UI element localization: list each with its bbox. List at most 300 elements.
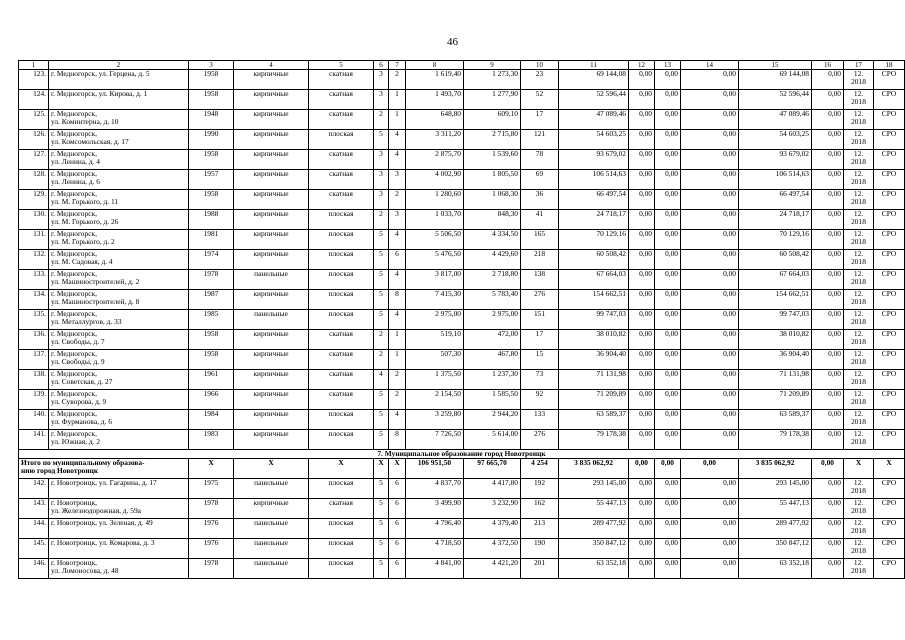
- table-cell: скатная: [309, 110, 374, 130]
- table-cell: г. Медногорск, ул. Кирова, д. 1: [49, 90, 189, 110]
- table-cell: 0,00: [812, 110, 844, 130]
- table-row: [19, 230, 905, 250]
- table-cell: скатная: [309, 350, 374, 370]
- table-cell: 3: [374, 170, 389, 190]
- table-cell: 0,00: [681, 330, 739, 350]
- table-cell: 52: [521, 90, 559, 110]
- table-cell: 0,00: [655, 430, 681, 450]
- table-cell: 0,00: [812, 70, 844, 90]
- column-number: 4: [234, 61, 309, 70]
- table-cell: 7 415,30: [406, 290, 464, 310]
- table-cell: 143.: [19, 499, 49, 519]
- table-cell: плоская: [309, 539, 374, 559]
- table-cell: 106 514,63: [739, 170, 812, 190]
- table-cell: 0,00: [629, 170, 655, 190]
- table-cell: 1958: [189, 90, 234, 110]
- table-cell: 71 131,98: [739, 370, 812, 390]
- table-cell: 0,00: [629, 430, 655, 450]
- table-cell: скатная: [309, 170, 374, 190]
- table-cell: 1958: [189, 190, 234, 210]
- table-cell: 0,00: [655, 210, 681, 230]
- table-cell: 0,00: [812, 479, 844, 499]
- table-cell: плоская: [309, 430, 374, 450]
- table-row: [19, 519, 905, 539]
- table-cell: 0,00: [655, 539, 681, 559]
- total-cell: 4 254: [521, 459, 559, 479]
- table-cell: 63 352,18: [559, 559, 629, 579]
- table-cell: 0,00: [629, 130, 655, 150]
- table-cell: 0,00: [681, 290, 739, 310]
- table-cell: 2: [374, 110, 389, 130]
- total-cell: 0,00: [681, 459, 739, 479]
- table-cell: плоская: [309, 519, 374, 539]
- table-cell: 129.: [19, 190, 49, 210]
- table-cell: 5: [374, 310, 389, 330]
- table-cell: 0,00: [629, 230, 655, 250]
- table-cell: 12. 2018: [844, 559, 874, 579]
- table-cell: 5: [374, 519, 389, 539]
- table-cell: 1958: [189, 70, 234, 90]
- table-cell: 60 508,42: [559, 250, 629, 270]
- table-cell: 0,00: [629, 559, 655, 579]
- table-cell: 5: [374, 130, 389, 150]
- table-cell: 5: [374, 250, 389, 270]
- column-number: 10: [521, 61, 559, 70]
- table-cell: 47 089,46: [559, 110, 629, 130]
- table-cell: 0,00: [629, 150, 655, 170]
- table-cell: СРО: [874, 250, 905, 270]
- table-cell: 0,00: [629, 410, 655, 430]
- table-cell: 93 679,02: [739, 150, 812, 170]
- table-cell: 5: [374, 559, 389, 579]
- table-cell: 145.: [19, 539, 49, 559]
- table-cell: 0,00: [655, 350, 681, 370]
- table-cell: 6: [389, 559, 406, 579]
- table-cell: 0,00: [629, 270, 655, 290]
- table-cell: 213: [521, 519, 559, 539]
- table-cell: плоская: [309, 290, 374, 310]
- total-cell: 0,00: [629, 459, 655, 479]
- table-cell: 12. 2018: [844, 270, 874, 290]
- table-cell: СРО: [874, 390, 905, 410]
- table-cell: 4: [389, 310, 406, 330]
- table-cell: 12. 2018: [844, 350, 874, 370]
- table-cell: 4 718,50: [406, 539, 464, 559]
- table-cell: 0,00: [812, 350, 844, 370]
- table-cell: г. Медногорск, ул. Комсомольская, д. 17: [49, 130, 189, 150]
- table-cell: 0,00: [812, 370, 844, 390]
- table-cell: скатная: [309, 150, 374, 170]
- table-cell: 8: [389, 430, 406, 450]
- table-cell: 12. 2018: [844, 499, 874, 519]
- table-cell: СРО: [874, 559, 905, 579]
- table-cell: 2: [374, 210, 389, 230]
- table-cell: 99 747,03: [739, 310, 812, 330]
- page-number: 46: [447, 36, 458, 48]
- table-cell: 92: [521, 390, 559, 410]
- table-cell: СРО: [874, 310, 905, 330]
- table-cell: г. Новотроицк, ул. Железнодорожная, д. 59а: [49, 499, 189, 519]
- table-cell: 218: [521, 250, 559, 270]
- table-cell: 2 944,20: [464, 410, 521, 430]
- table-cell: г. Медногорск, ул. Свободы, д. 7: [49, 330, 189, 350]
- table-cell: г. Новотроицк, ул. Гагарина, д. 17: [49, 479, 189, 499]
- table-cell: 55 447,13: [739, 499, 812, 519]
- table-cell: 0,00: [681, 270, 739, 290]
- table-cell: кирпичные: [234, 290, 309, 310]
- table-cell: г. Новотроицк, ул. Зеленая, д. 49: [49, 519, 189, 539]
- column-number: 2: [49, 61, 189, 70]
- table-cell: СРО: [874, 410, 905, 430]
- table-cell: кирпичные: [234, 499, 309, 519]
- table-cell: 121: [521, 130, 559, 150]
- table-cell: 133: [521, 410, 559, 430]
- table-cell: 1981: [189, 230, 234, 250]
- table-cell: скатная: [309, 330, 374, 350]
- table-cell: 1975: [189, 479, 234, 499]
- table-cell: 0,00: [681, 559, 739, 579]
- table-cell: 0,00: [629, 370, 655, 390]
- table-cell: СРО: [874, 230, 905, 250]
- table-cell: 2 718,80: [464, 270, 521, 290]
- table-row: [19, 170, 905, 190]
- table-cell: 190: [521, 539, 559, 559]
- table-cell: 2: [374, 350, 389, 370]
- table-cell: 54 603,25: [559, 130, 629, 150]
- table-cell: СРО: [874, 350, 905, 370]
- total-cell: 97 665,70: [464, 459, 521, 479]
- table-cell: 4: [389, 130, 406, 150]
- table-cell: 0,00: [681, 210, 739, 230]
- table-cell: 472,00: [464, 330, 521, 350]
- table-cell: 0,00: [681, 170, 739, 190]
- table-cell: 12. 2018: [844, 250, 874, 270]
- table-cell: 0,00: [655, 479, 681, 499]
- table-cell: СРО: [874, 270, 905, 290]
- table-cell: 1966: [189, 390, 234, 410]
- table-cell: 1958: [189, 150, 234, 170]
- section-title: 7. Муниципальное образование город Новотроицк: [19, 450, 905, 459]
- table-cell: скатная: [309, 90, 374, 110]
- table-cell: 0,00: [681, 479, 739, 499]
- table-cell: г. Медногорск, ул. Металлургов, д. 33: [49, 310, 189, 330]
- table-row: [19, 479, 905, 499]
- table-cell: 141.: [19, 430, 49, 450]
- table-cell: СРО: [874, 370, 905, 390]
- table-cell: 1 805,50: [464, 170, 521, 190]
- table-cell: 1983: [189, 430, 234, 450]
- table-cell: 151: [521, 310, 559, 330]
- table-cell: 0,00: [812, 499, 844, 519]
- column-number: 14: [681, 61, 739, 70]
- table-cell: 79 178,38: [559, 430, 629, 450]
- table-cell: 1 539,60: [464, 150, 521, 170]
- table-cell: 2 975,00: [406, 310, 464, 330]
- table-cell: 2: [389, 190, 406, 210]
- table-cell: г. Медногорск, ул. М. Горького, д. 26: [49, 210, 189, 230]
- table-cell: 6: [389, 539, 406, 559]
- table-cell: 0,00: [812, 539, 844, 559]
- table-cell: 3 499,90: [406, 499, 464, 519]
- table-cell: плоская: [309, 250, 374, 270]
- table-cell: 4 841,00: [406, 559, 464, 579]
- table-cell: СРО: [874, 210, 905, 230]
- table-cell: 507,30: [406, 350, 464, 370]
- table-cell: 293 145,00: [739, 479, 812, 499]
- table-cell: г. Медногорск, ул. Суворова, д. 9: [49, 390, 189, 410]
- table-cell: 5 506,50: [406, 230, 464, 250]
- table-cell: 4: [389, 150, 406, 170]
- table-cell: 0,00: [812, 210, 844, 230]
- total-cell: 106 951,50: [406, 459, 464, 479]
- table-row: [19, 350, 905, 370]
- table-cell: 0,00: [655, 130, 681, 150]
- section-row: [19, 450, 905, 459]
- table-cell: г. Новотроицк, ул. Комарова, д. 3: [49, 539, 189, 559]
- table-cell: 6: [389, 519, 406, 539]
- table-cell: 139.: [19, 390, 49, 410]
- table-cell: 1958: [189, 350, 234, 370]
- table-row: [19, 70, 905, 90]
- table-cell: 140.: [19, 410, 49, 430]
- table-row: [19, 130, 905, 150]
- table-cell: 2 875,70: [406, 150, 464, 170]
- table-cell: 2 975,00: [464, 310, 521, 330]
- table-row: [19, 370, 905, 390]
- table-cell: 3 311,20: [406, 130, 464, 150]
- table-cell: 4 372,50: [464, 539, 521, 559]
- table-cell: 0,00: [629, 70, 655, 90]
- table-cell: 12. 2018: [844, 70, 874, 90]
- table-cell: 0,00: [629, 499, 655, 519]
- table-row: [19, 290, 905, 310]
- table-cell: 36 904,40: [559, 350, 629, 370]
- table-cell: 5: [374, 430, 389, 450]
- column-number: 18: [874, 61, 905, 70]
- table-cell: 0,00: [681, 390, 739, 410]
- table-cell: 144.: [19, 519, 49, 539]
- table-cell: 4: [389, 270, 406, 290]
- table-cell: 648,80: [406, 110, 464, 130]
- table-cell: скатная: [309, 190, 374, 210]
- table-cell: 1: [389, 110, 406, 130]
- table-cell: 54 603,25: [739, 130, 812, 150]
- table-row: [19, 539, 905, 559]
- table-cell: 63 589,37: [559, 410, 629, 430]
- table-cell: г. Медногорск, ул. Машиностроителей, д. 2: [49, 270, 189, 290]
- table-cell: 0,00: [655, 330, 681, 350]
- table-cell: 12. 2018: [844, 210, 874, 230]
- total-cell: X: [374, 459, 389, 479]
- table-cell: 1 585,50: [464, 390, 521, 410]
- table-cell: 0,00: [681, 190, 739, 210]
- table-cell: 3 232,90: [464, 499, 521, 519]
- table-cell: 5: [374, 290, 389, 310]
- table-cell: кирпичные: [234, 350, 309, 370]
- table-cell: г. Медногорск, ул. Ленина, д. 4: [49, 150, 189, 170]
- table-cell: 0,00: [812, 310, 844, 330]
- table-cell: 0,00: [812, 290, 844, 310]
- table-cell: 0,00: [681, 250, 739, 270]
- table-cell: панельные: [234, 559, 309, 579]
- table-cell: СРО: [874, 539, 905, 559]
- table-cell: г. Медногорск, ул. М. Горького, д. 2: [49, 230, 189, 250]
- table-cell: г. Новотроицк, ул. Ломоносова, д. 48: [49, 559, 189, 579]
- table-cell: СРО: [874, 190, 905, 210]
- column-number-row: [19, 61, 905, 70]
- table-cell: 0,00: [681, 430, 739, 450]
- table-cell: 3 259,80: [406, 410, 464, 430]
- table-cell: 79 178,38: [739, 430, 812, 450]
- table-cell: 1 237,30: [464, 370, 521, 390]
- table-cell: 133.: [19, 270, 49, 290]
- table-cell: 12. 2018: [844, 230, 874, 250]
- table-cell: 3: [389, 170, 406, 190]
- table-cell: кирпичные: [234, 390, 309, 410]
- table-cell: 0,00: [681, 150, 739, 170]
- total-cell: 0,00: [812, 459, 844, 479]
- table-cell: СРО: [874, 70, 905, 90]
- table-cell: 3: [389, 210, 406, 230]
- table-cell: 63 352,18: [739, 559, 812, 579]
- table-cell: г. Медногорск, ул. М. Горького, д. 11: [49, 190, 189, 210]
- table-cell: 131.: [19, 230, 49, 250]
- table-cell: 1948: [189, 110, 234, 130]
- table-cell: 0,00: [681, 499, 739, 519]
- table-cell: 70 129,16: [739, 230, 812, 250]
- table-cell: 12. 2018: [844, 370, 874, 390]
- table-cell: 12. 2018: [844, 390, 874, 410]
- table-cell: 0,00: [681, 110, 739, 130]
- table-cell: 1978: [189, 499, 234, 519]
- table-cell: 350 847,12: [739, 539, 812, 559]
- table-cell: 124.: [19, 90, 49, 110]
- table-cell: 41: [521, 210, 559, 230]
- table-cell: 0,00: [812, 170, 844, 190]
- table-cell: 5: [374, 270, 389, 290]
- table-cell: 73: [521, 370, 559, 390]
- table-cell: 289 477,92: [739, 519, 812, 539]
- total-cell: X: [309, 459, 374, 479]
- table-cell: 8: [389, 290, 406, 310]
- table-cell: 0,00: [629, 390, 655, 410]
- table-cell: 1957: [189, 170, 234, 190]
- table-cell: г. Медногорск, ул. Ленина, д. 6: [49, 170, 189, 190]
- table-cell: кирпичные: [234, 90, 309, 110]
- table-cell: 3 817,00: [406, 270, 464, 290]
- table-cell: кирпичные: [234, 370, 309, 390]
- table-cell: 1978: [189, 270, 234, 290]
- table-row: [19, 310, 905, 330]
- table-cell: 519,10: [406, 330, 464, 350]
- table-cell: 0,00: [681, 70, 739, 90]
- table-cell: 2: [374, 330, 389, 350]
- table-cell: 6: [389, 250, 406, 270]
- table-cell: 12. 2018: [844, 170, 874, 190]
- table-cell: кирпичные: [234, 250, 309, 270]
- table-cell: 1987: [189, 290, 234, 310]
- table-cell: 106 514,63: [559, 170, 629, 190]
- table-cell: 52 596,44: [739, 90, 812, 110]
- table-cell: 2 154,50: [406, 390, 464, 410]
- table-cell: 138: [521, 270, 559, 290]
- table-cell: г. Медногорск, ул. Фурманова, д. 6: [49, 410, 189, 430]
- total-cell: 3 835 062,92: [559, 459, 629, 479]
- table-cell: 55 447,13: [559, 499, 629, 519]
- column-number: 8: [406, 61, 464, 70]
- table-cell: 162: [521, 499, 559, 519]
- table-cell: 135.: [19, 310, 49, 330]
- table-cell: 0,00: [812, 330, 844, 350]
- table-cell: 0,00: [681, 370, 739, 390]
- table-cell: 1976: [189, 519, 234, 539]
- table-cell: 146.: [19, 559, 49, 579]
- table-cell: 1978: [189, 559, 234, 579]
- total-cell: X: [844, 459, 874, 479]
- table-cell: 136.: [19, 330, 49, 350]
- table-cell: 350 847,12: [559, 539, 629, 559]
- table-row: [19, 110, 905, 130]
- table-cell: 192: [521, 479, 559, 499]
- table-cell: 0,00: [655, 170, 681, 190]
- table-cell: 12. 2018: [844, 190, 874, 210]
- table-cell: 52 596,44: [559, 90, 629, 110]
- table-cell: 5 476,50: [406, 250, 464, 270]
- table-cell: панельные: [234, 539, 309, 559]
- table-cell: 0,00: [812, 190, 844, 210]
- table-cell: 69: [521, 170, 559, 190]
- table-cell: 0,00: [655, 70, 681, 90]
- column-number: 17: [844, 61, 874, 70]
- table-cell: 0,00: [655, 559, 681, 579]
- table-cell: 5 614,00: [464, 430, 521, 450]
- table-cell: 165: [521, 230, 559, 250]
- total-cell: X: [874, 459, 905, 479]
- table-cell: 2: [389, 370, 406, 390]
- table-cell: 467,80: [464, 350, 521, 370]
- table-cell: СРО: [874, 430, 905, 450]
- table-cell: 0,00: [681, 130, 739, 150]
- table-cell: 138.: [19, 370, 49, 390]
- total-cell: 0,00: [655, 459, 681, 479]
- table-cell: скатная: [309, 390, 374, 410]
- table-cell: 71 209,89: [739, 390, 812, 410]
- column-number: 11: [559, 61, 629, 70]
- table-cell: 15: [521, 350, 559, 370]
- table-cell: плоская: [309, 210, 374, 230]
- table-cell: 12. 2018: [844, 290, 874, 310]
- table-cell: 17: [521, 110, 559, 130]
- table-cell: кирпичные: [234, 230, 309, 250]
- table-cell: кирпичные: [234, 410, 309, 430]
- table-cell: 70 129,16: [559, 230, 629, 250]
- table-cell: 4 002,90: [406, 170, 464, 190]
- table-cell: панельные: [234, 479, 309, 499]
- table-cell: 12. 2018: [844, 519, 874, 539]
- table-cell: плоская: [309, 310, 374, 330]
- table-row: [19, 390, 905, 410]
- table-cell: 609,10: [464, 110, 521, 130]
- table-cell: 276: [521, 430, 559, 450]
- table-cell: 123.: [19, 70, 49, 90]
- table-cell: скатная: [309, 370, 374, 390]
- table-cell: 3: [374, 70, 389, 90]
- table-cell: 127.: [19, 150, 49, 170]
- table-cell: 0,00: [629, 210, 655, 230]
- table-cell: 4: [389, 230, 406, 250]
- table-cell: 0,00: [655, 290, 681, 310]
- table-cell: 0,00: [655, 499, 681, 519]
